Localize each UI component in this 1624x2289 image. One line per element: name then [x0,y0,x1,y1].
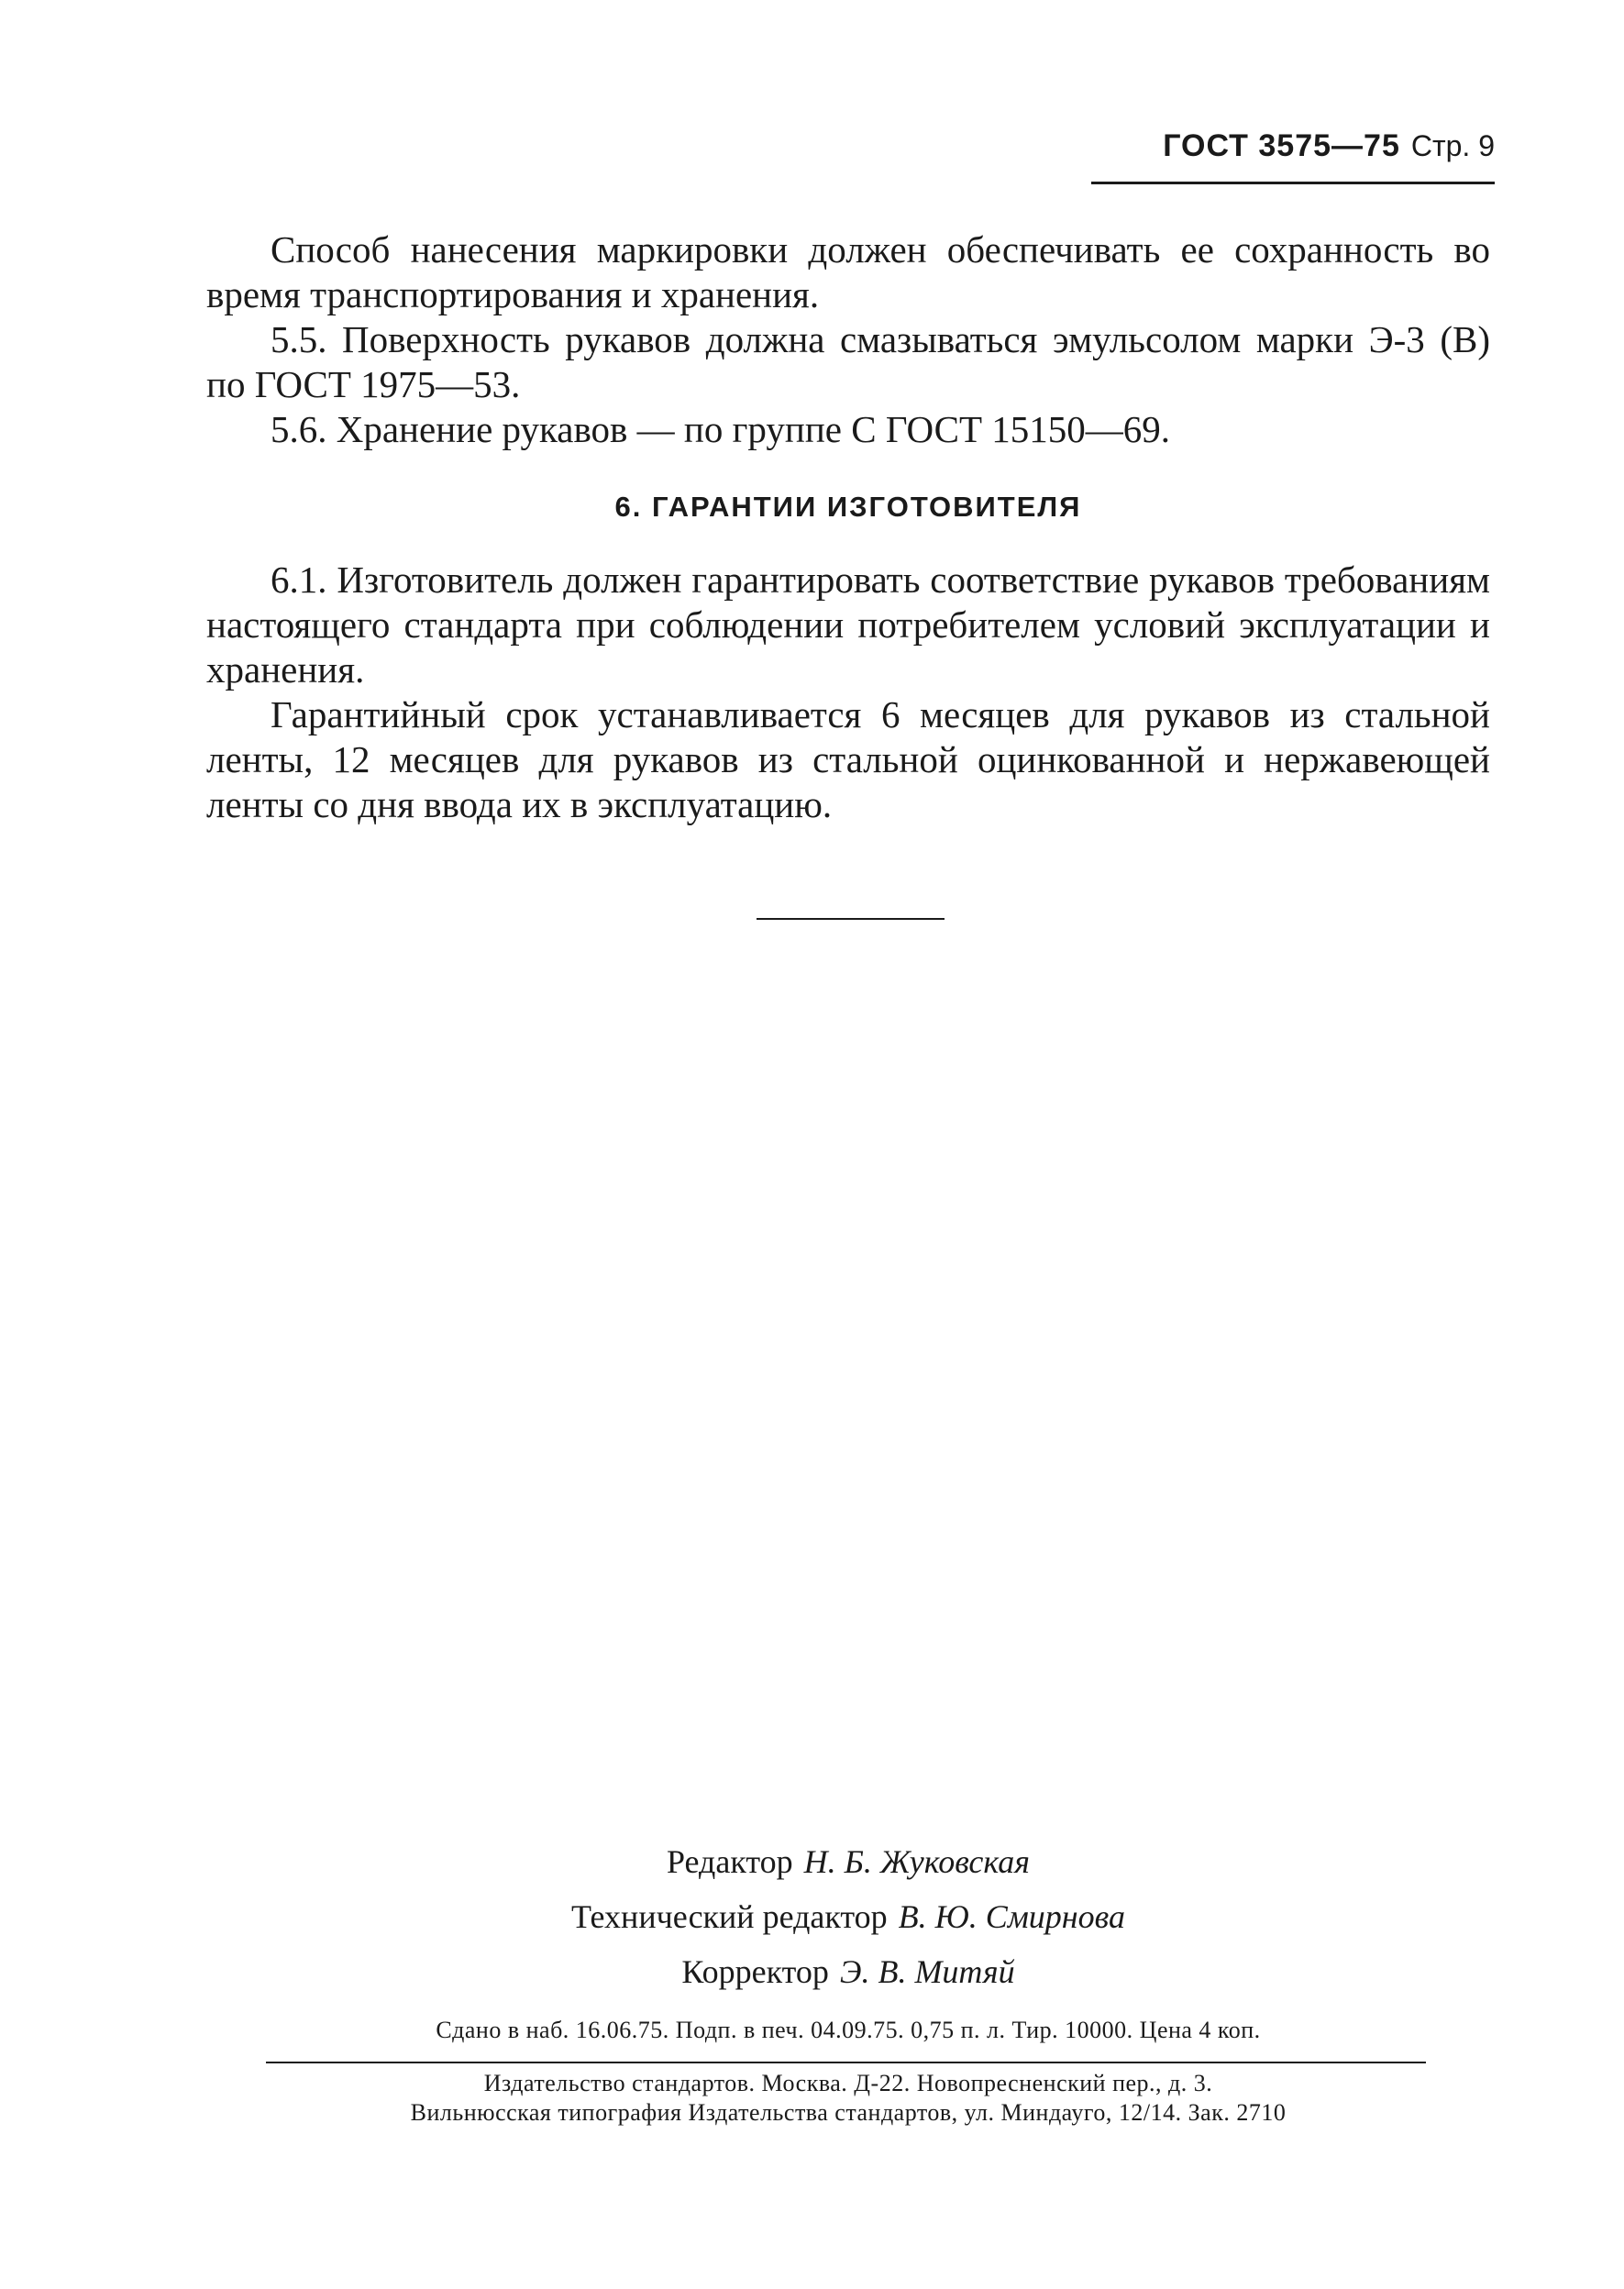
paragraph-warranty-term: Гарантийный срок устанавливается 6 месяцев для рукавов из стальной ленты, 12 месяцев для рукавов из стальной оцинкованной и нержавеющей ленты со дня ввода их в эксплуатацию. [206,693,1490,825]
section-heading: 6. ГАРАНТИИ ИЗГОТОВИТЕЛЯ [614,491,1082,523]
credit-line-proofreader [206,1944,1490,1999]
publisher-imprint [206,2069,1490,2128]
body-text-top [206,227,1490,452]
credit-person: В. Ю. Смирнова [898,1898,1126,1935]
print-info: Сдано в наб. 16.06.75. Подп. в печ. 04.09.75. 0,75 п. л. Тир. 10000. Цена 4 коп. [436,2017,1261,2043]
paragraph-5-5: 5.5. Поверхность рукавов должна смазываться эмульсолом марки Э-3 (В) по ГОСТ 1975—53. [206,318,1490,405]
end-of-text-rule [757,918,945,920]
page-number: Стр. 9 [1410,129,1495,162]
paragraph-6-1: 6.1. Изготовитель должен гарантировать соответствие рукавов требованиям настоящего стандарта при соблюдении потребителем условий эксплуатации и хранения. [206,558,1490,691]
credit-role: Редактор [666,1843,793,1880]
paragraph-marking-method: Способ нанесения маркировки должен обеспечивать ее сохранность во время транспортирования и хранения. [206,228,1490,315]
credit-role: Технический редактор [570,1898,888,1935]
credit-line-tech-editor [206,1889,1490,1944]
credit-role: Корректор [681,1953,829,1990]
credit-person: Н. Б. Жуковская [803,1843,1031,1880]
publisher-line: Издательство стандартов. Москва. Д-22. Новопресненский пер., д. 3. [483,2070,1213,2096]
standard-code: ГОСТ 3575—75 [1163,128,1400,163]
credit-line-editor [206,1834,1490,1889]
page-header [1091,128,1495,184]
imprint-divider [266,2062,1426,2063]
printer-line: Вильнюсская типография Издательства стандартов, ул. Миндауго, 12/14. Зак. 2710 [410,2099,1287,2126]
body-text-section-6 [206,558,1490,827]
paragraph-5-6: 5.6. Хранение рукавов — по группе С ГОСТ 15150—69. [271,408,1170,450]
credits-block [206,1834,1490,1999]
credit-person: Э. В. Митяй [839,1953,1015,1990]
